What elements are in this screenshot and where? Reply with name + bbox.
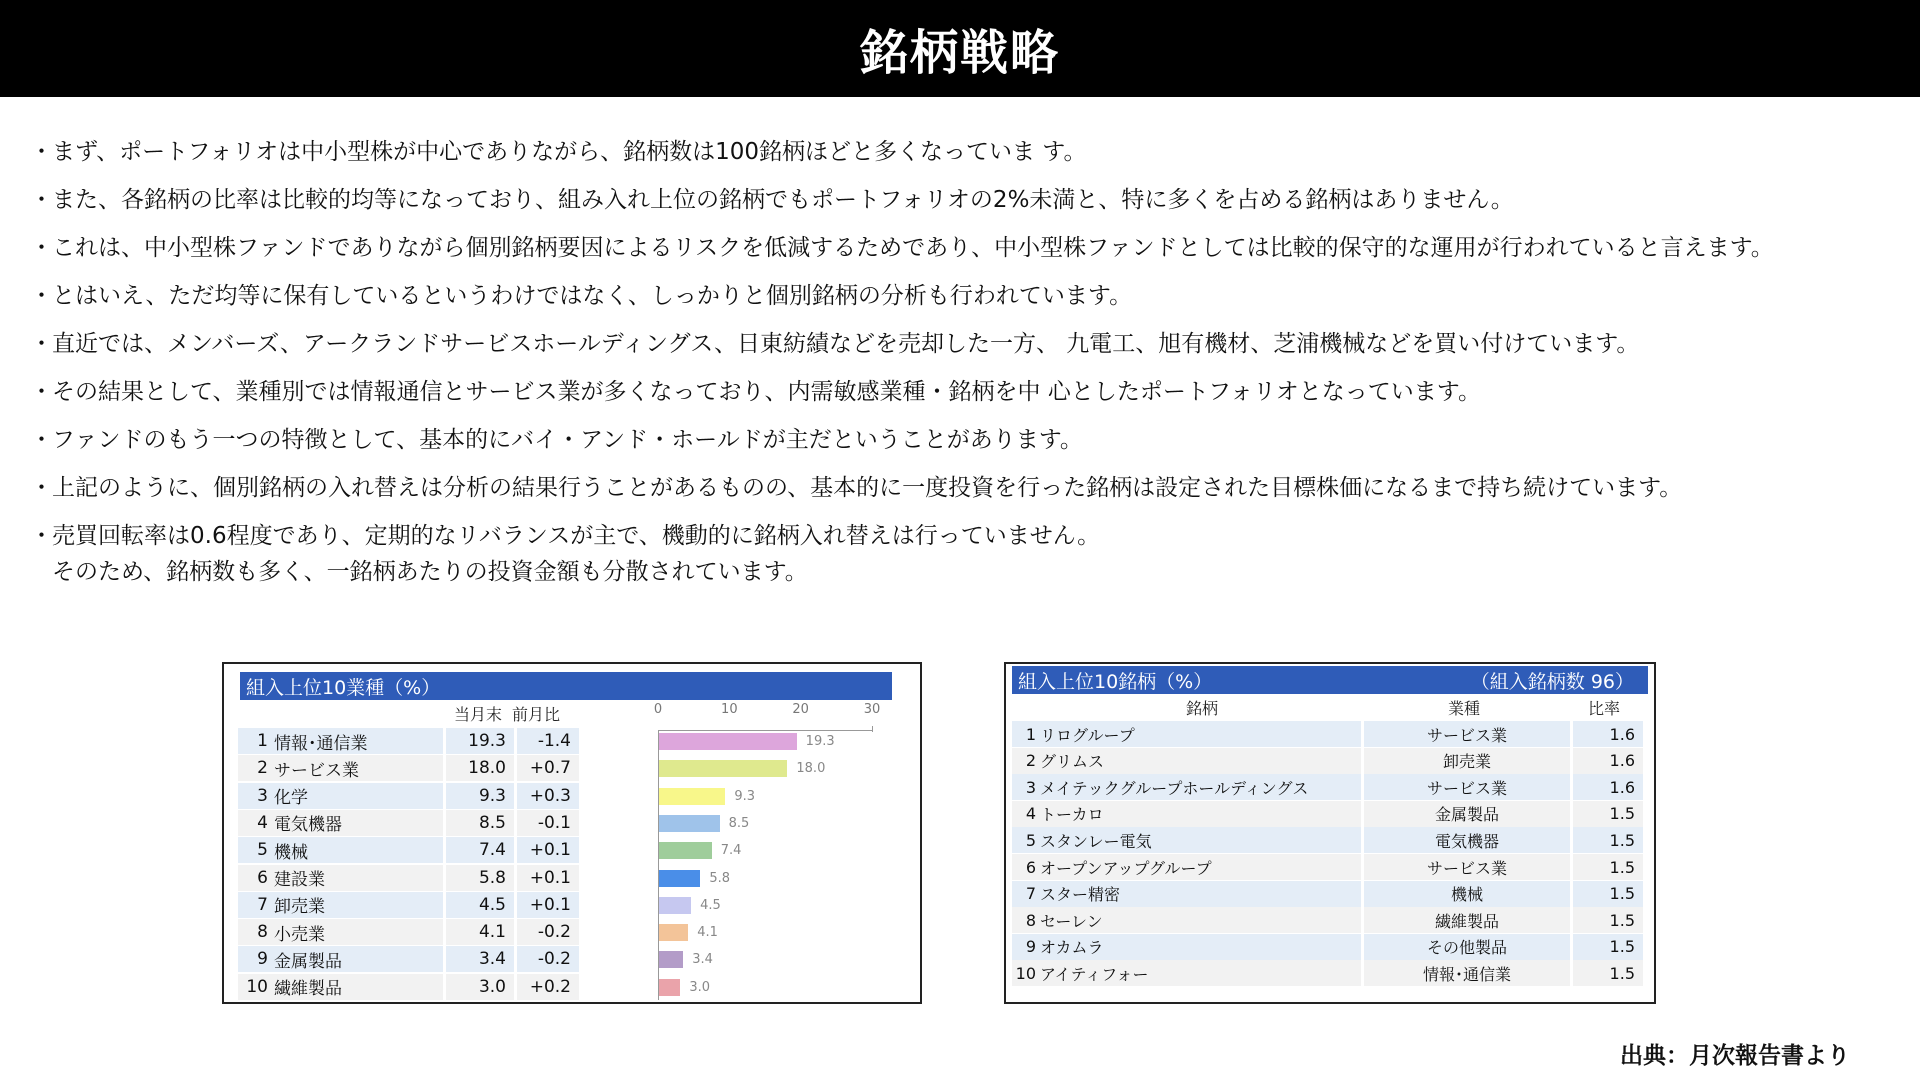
bullet-item (30, 416, 1910, 464)
x-axis-line (658, 730, 872, 731)
col-header-current: 当月末 (454, 705, 503, 724)
bullet-item (30, 464, 1910, 512)
industry-change-value: +0.1 (517, 837, 579, 863)
slide-header (0, 0, 1920, 97)
industry-bar-label: 3.0 (689, 979, 711, 995)
bullet-text-block (52, 176, 1514, 224)
industry-change-value: -1.4 (517, 728, 579, 754)
holding-rank: 2 (1025, 751, 1036, 771)
holding-row (1012, 748, 1643, 774)
industry-row (238, 810, 582, 836)
col-header-ratio: 比率 (1588, 699, 1621, 718)
industry-current-value: 5.8 (446, 865, 514, 891)
industry-bar (659, 788, 725, 805)
holding-ratio: 1.6 (1573, 774, 1643, 800)
holding-ratio: 1.5 (1573, 934, 1643, 960)
holding-name: スター精密 (1040, 885, 1121, 905)
industry-bar-label: 9.3 (734, 788, 756, 804)
holding-row (1012, 934, 1643, 960)
industry-row (238, 946, 582, 972)
bullet-text-block (52, 272, 1132, 320)
holding-industry: 金属製品 (1364, 801, 1570, 827)
industry-bar (659, 979, 680, 996)
industry-name: 小売業 (274, 924, 325, 945)
holdings-count: （組入銘柄数 96） (1470, 670, 1634, 693)
holding-row (1012, 960, 1643, 986)
holding-rank: 1 (1025, 724, 1036, 744)
industry-rank: 9 (257, 949, 268, 970)
industry-rank: 3 (257, 785, 268, 806)
bullet-text-block (52, 368, 1481, 416)
industry-row (238, 837, 582, 863)
slide-title: 銘柄戦略 (859, 25, 1060, 81)
bullet-text: その結果として、業種別では情報通信とサービス業が多くなっており、内需敏感業種・銘柄を中 心としたポートフォリオとなっています。 (52, 379, 1481, 405)
bullet-item (30, 176, 1910, 224)
holding-ratio: 1.5 (1573, 827, 1643, 853)
holding-name-cell (1012, 774, 1361, 800)
holding-ratio: 1.5 (1573, 907, 1643, 933)
bullet-item (30, 320, 1910, 368)
holding-ratio: 1.6 (1573, 748, 1643, 774)
bullet-text-block (52, 464, 1682, 512)
industry-name: 情報･通信業 (274, 733, 368, 754)
holding-industry: 情報･通信業 (1364, 960, 1570, 986)
industry-name-cell (238, 810, 443, 836)
industry-current-value: 4.1 (446, 919, 514, 945)
bullet-mark: ・ (30, 475, 53, 501)
holding-ratio: 1.5 (1573, 801, 1643, 827)
bullet-list (30, 128, 1910, 590)
industry-change-value: +0.7 (517, 755, 579, 781)
bullet-item (30, 272, 1910, 320)
col-header-industry: 業種 (1448, 699, 1481, 718)
industry-change-value: +0.2 (517, 974, 579, 1000)
holding-industry: 電気機器 (1364, 827, 1570, 853)
holding-name: オカムラ (1040, 938, 1104, 958)
bullet-mark: ・ (30, 427, 53, 453)
industry-name-cell (238, 728, 443, 754)
industry-row (238, 755, 582, 781)
holding-rank: 7 (1025, 884, 1036, 904)
bullet-mark: ・ (30, 331, 53, 357)
holding-row (1012, 827, 1643, 853)
holding-row (1012, 907, 1643, 933)
industry-name: 化学 (274, 788, 308, 809)
holding-name: オープンアップグループ (1040, 858, 1212, 878)
holding-industry: その他製品 (1364, 934, 1570, 960)
industry-bar-label: 4.5 (700, 897, 721, 913)
industry-name: 建設業 (274, 870, 325, 890)
industry-name-cell (238, 837, 443, 863)
bullet-text: ファンドのもう一つの特徴として、基本的にバイ・アンド・ホールドが主だということがあります。 (52, 427, 1083, 453)
holding-rank: 5 (1025, 830, 1036, 850)
industry-rank: 7 (257, 894, 268, 915)
industry-change-value: -0.1 (517, 810, 579, 836)
holding-rank: 10 (1015, 963, 1036, 983)
x-axis-end-tick (872, 726, 873, 732)
industry-bar (659, 870, 700, 887)
industry-name: 金属製品 (274, 951, 342, 972)
holding-name-cell (1012, 960, 1361, 986)
industry-name-cell (238, 946, 443, 972)
holding-row (1012, 854, 1643, 880)
industry-current-value: 18.0 (446, 755, 514, 781)
holding-industry: サービス業 (1364, 774, 1570, 800)
holding-name: アイティフォー (1040, 964, 1149, 984)
bullet-item (30, 512, 1910, 590)
industry-change-value: -0.2 (517, 919, 579, 945)
bullet-item (30, 224, 1910, 272)
holding-rank: 8 (1025, 910, 1036, 930)
x-tick-label: 10 (721, 702, 738, 717)
col-header-change: 前月比 (512, 705, 561, 724)
industry-current-value: 3.4 (446, 946, 514, 972)
industry-bar-label: 8.5 (728, 815, 750, 831)
industry-current-value: 7.4 (446, 837, 514, 863)
holding-industry: 機械 (1364, 881, 1570, 907)
industry-bar (659, 815, 720, 832)
bullet-mark: ・ (30, 139, 53, 165)
industry-name: 繊維製品 (274, 979, 342, 1000)
x-tick-label: 20 (792, 702, 809, 717)
industry-current-value: 8.5 (446, 810, 514, 836)
industry-name-cell (238, 974, 443, 1000)
holding-row (1012, 721, 1643, 747)
holding-ratio: 1.6 (1573, 721, 1643, 747)
holding-industry: 卸売業 (1364, 748, 1570, 774)
industry-bar-label: 19.3 (805, 734, 835, 749)
bullet-text: これは、中小型株ファンドでありながら個別銘柄要因によるリスクを低減するためであり、中小型株ファンドとしては比較的保守的な運用が行われていると言えます。 (52, 235, 1774, 261)
source-note: 出典：月次報告書より (1620, 1043, 1850, 1069)
industry-name-cell (238, 919, 443, 945)
holding-name-cell (1012, 721, 1361, 747)
industry-name-cell (238, 755, 443, 781)
industry-row (238, 865, 582, 891)
industry-current-value: 9.3 (446, 783, 514, 809)
bullet-text-block (52, 512, 1100, 590)
holding-name-cell (1012, 907, 1361, 933)
industry-bar-label: 4.1 (697, 925, 718, 941)
x-tick-label: 0 (653, 702, 663, 717)
industry-rank: 2 (257, 758, 268, 779)
holding-name-cell (1012, 748, 1361, 774)
holding-name: メイテックグループホールディングス (1040, 778, 1309, 798)
industry-change-value: +0.3 (517, 783, 579, 809)
holdings-table-title: 組入上位10銘柄（%） (1018, 670, 1213, 693)
holdings-table-panel (1004, 662, 1656, 1004)
holding-ratio: 1.5 (1573, 960, 1643, 986)
industry-rank: 1 (257, 731, 268, 751)
holding-ratio: 1.5 (1573, 881, 1643, 907)
bullet-text: 直近では、メンバーズ、アークランドサービスホールディングス、日東紡績などを売却した一方、 九電工、旭有機材、芝浦機械などを買い付けています。 (52, 331, 1640, 357)
bullet-text-block (52, 224, 1774, 272)
industry-row (238, 892, 582, 918)
holdings-table-title-bar (1012, 666, 1648, 694)
holding-row (1012, 801, 1643, 827)
bullet-text-continued: そのため、銘柄数も多く、一銘柄あたりの投資金額も分散されています。 (52, 559, 808, 585)
industry-current-value: 3.0 (446, 974, 514, 1000)
holding-industry: サービス業 (1364, 854, 1570, 880)
industry-rank: 4 (257, 812, 268, 833)
holding-rank: 9 (1025, 937, 1036, 957)
holding-name-cell (1012, 934, 1361, 960)
holding-industry: サービス業 (1364, 721, 1570, 747)
industry-rank: 6 (257, 867, 268, 888)
industry-bar-label: 18.0 (796, 761, 826, 777)
bullet-mark: ・ (30, 235, 53, 261)
industry-change-value: +0.1 (517, 892, 579, 918)
bullet-text: とはいえ、ただ均等に保有しているというわけではなく、しっかりと個別銘柄の分析も行われています。 (52, 283, 1133, 309)
bullet-text: 上記のように、個別銘柄の入れ替えは分析の結果行うことがあるものの、基本的に一度投資を行った銘柄は設定された目標株価になるまで持ち続けています。 (52, 475, 1683, 501)
industry-change-value: +0.1 (517, 865, 579, 891)
industry-name: 電気機器 (274, 815, 342, 836)
industry-bar (659, 733, 797, 750)
bullet-text-block (52, 416, 1083, 464)
holding-name: リログループ (1040, 725, 1135, 745)
holding-name-cell (1012, 881, 1361, 907)
industry-rank: 8 (257, 922, 268, 943)
industry-bar (659, 842, 712, 859)
industry-rank: 10 (246, 976, 268, 997)
industry-bar-label: 5.8 (709, 870, 731, 886)
industry-change-value: -0.2 (517, 946, 579, 972)
col-header-name: 銘柄 (1186, 699, 1219, 718)
holding-industry: 繊維製品 (1364, 907, 1570, 933)
bullet-text-block (52, 320, 1639, 368)
holding-row (1012, 881, 1643, 907)
industry-row (238, 974, 582, 1000)
holding-rank: 6 (1025, 857, 1036, 877)
holding-name: トーカロ (1040, 805, 1104, 825)
holding-row (1012, 774, 1643, 800)
bullet-text-block (52, 128, 1086, 176)
holding-name: グリムス (1040, 752, 1105, 772)
holding-ratio: 1.5 (1573, 854, 1643, 880)
holding-rank: 3 (1025, 777, 1036, 797)
industry-rank: 5 (257, 840, 268, 861)
industry-name: 卸売業 (274, 897, 325, 918)
industry-chart-title: 組入上位10業種（%） (240, 672, 892, 700)
bullet-item (30, 368, 1910, 416)
bullet-mark: ・ (30, 523, 53, 549)
industry-name: サービス業 (274, 760, 359, 781)
bullet-text: 売買回転率は0.6程度であり、定期的なリバランスが主で、機動的に銘柄入れ替えは行っていません。 (52, 523, 1101, 549)
holding-rank: 4 (1025, 804, 1036, 824)
industry-name-cell (238, 892, 443, 918)
holding-name: セーレン (1040, 911, 1103, 931)
holding-name-cell (1012, 801, 1361, 827)
bullet-mark: ・ (30, 283, 53, 309)
industry-bar (659, 924, 688, 941)
bullet-text: また、各銘柄の比率は比較的均等になっており、組み入れ上位の銘柄でもポートフォリオの2%未満と、特に多くを占める銘柄はありません。 (52, 187, 1514, 213)
industry-bar (659, 760, 787, 777)
industry-bar-label: 7.4 (720, 843, 742, 859)
holding-name: スタンレー電気 (1040, 831, 1152, 851)
holding-name-cell (1012, 854, 1361, 880)
industry-chart-panel (222, 662, 922, 1004)
industry-bar (659, 951, 683, 968)
bullet-mark: ・ (30, 187, 53, 213)
bullet-item (30, 128, 1910, 176)
industry-current-value: 4.5 (446, 892, 514, 918)
holding-name-cell (1012, 827, 1361, 853)
industry-bar-label: 3.4 (692, 952, 713, 968)
industry-name-cell (238, 783, 443, 809)
industry-name: 機械 (274, 842, 308, 863)
industry-row (238, 728, 582, 754)
bullet-text: まず、ポートフォリオは中小型株が中心でありながら、銘柄数は100銘柄ほどと多くなっていま す。 (52, 139, 1087, 165)
industry-row (238, 783, 582, 809)
x-tick-label: 30 (863, 702, 881, 717)
industry-row (238, 919, 582, 945)
bullet-mark: ・ (30, 379, 53, 405)
industry-current-value: 19.3 (446, 728, 514, 754)
industry-bar (659, 897, 691, 914)
industry-name-cell (238, 865, 443, 891)
